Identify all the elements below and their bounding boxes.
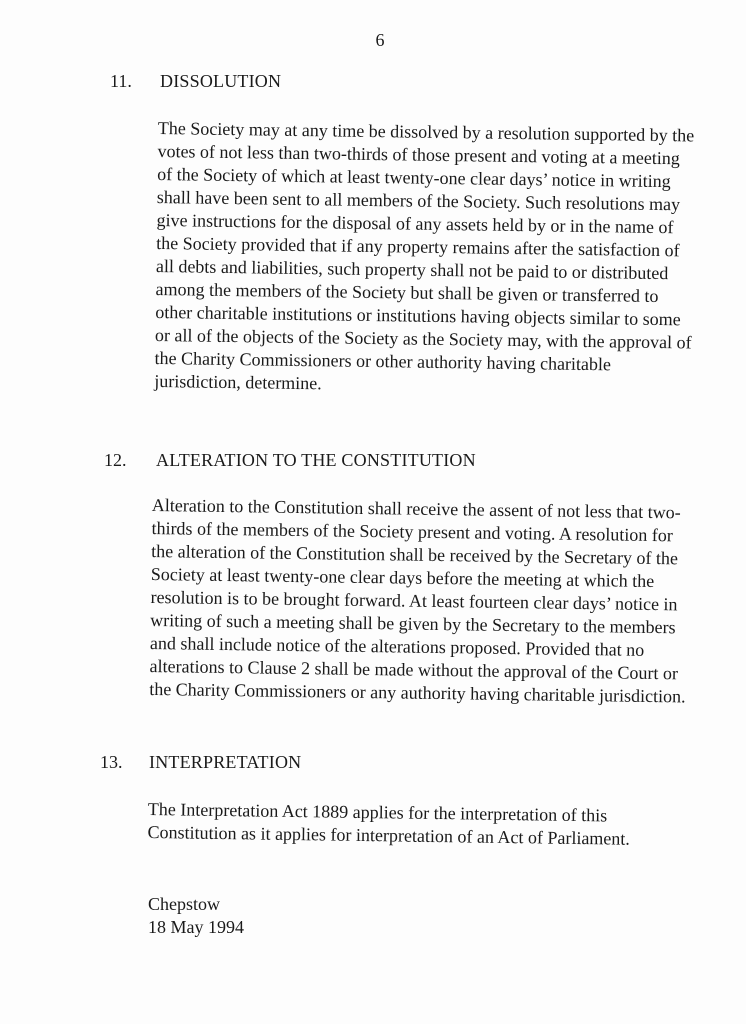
- section-heading: [100, 752, 688, 782]
- section-body: The Interpretation Act 1889 applies for the interpretation of this Constitution as it applies for interpretation of an Act of Parliament.: [147, 798, 631, 849]
- section-title: DISSOLUTION: [160, 71, 282, 91]
- section-interpretation: [100, 752, 688, 849]
- section-heading: [104, 450, 694, 480]
- section-body: Alteration to the Constitution shall receive the assent of not less that two-thirds of the members of the Society present and voting. A resolution for the alteration of the Constitution shall be received by the Secretary of the Society at least twenty-one clear days before the meeting at which the resolution is to be brought forward. At least fourteen clear days’ notice in writing of such a meeting shall be given by the Secretary to the members and shall include notice of the alterations proposed. Provided that no alterations to Clause 2 shall be made without the approval of the Court or the Charity Commissioners or any authority having charitable jurisdiction.: [149, 494, 686, 707]
- signoff-place: Chepstow: [148, 894, 220, 914]
- section-dissolution: [110, 71, 698, 393]
- section-number: 11.: [110, 71, 132, 91]
- section-title: INTERPRETATION: [149, 752, 302, 772]
- section-body: The Society may at any time be dissolved by a resolution supported by the votes of not less than two-thirds of those present and voting at a meeting of the Society of which at least twenty-one clear days’ notice in writing shall have been sent to all members of the Society. Such resolutions may give instructions for the disposal of any assets held by or in the name of the Society provided that if any property remains after the satisfaction of all debts and liabilities, such property shall not be paid to or distributed among the members of the Society but shall be given or transferred to other charitable institutions or institutions having objects similar to some or all of the objects of the Society as the Society may, with the approval of the Charity Commissioners or other authority having charitable jurisdiction, determine.: [154, 117, 695, 394]
- signoff-block: [148, 893, 244, 939]
- page-number: 6: [375, 30, 385, 50]
- signoff-date: 18 May 1994: [148, 917, 244, 937]
- section-number: 13.: [100, 752, 123, 772]
- section-number: 12.: [104, 450, 127, 470]
- section-alteration: [104, 450, 694, 707]
- section-title: ALTERATION TO THE CONSTITUTION: [156, 450, 476, 470]
- section-heading: [110, 71, 698, 101]
